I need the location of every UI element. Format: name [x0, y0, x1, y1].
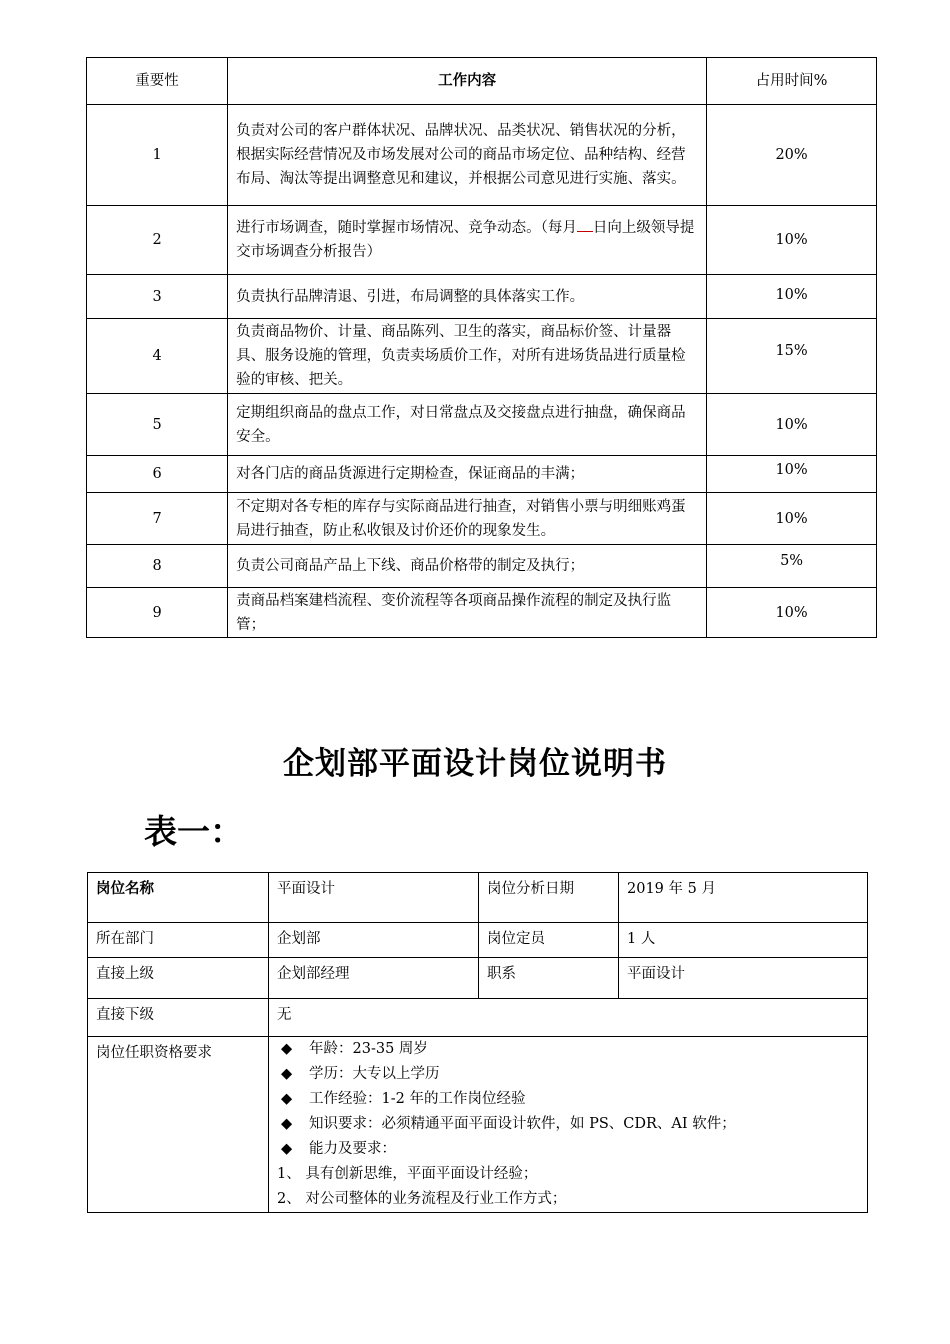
row-num: 9	[87, 588, 228, 638]
department-label: 所在部门	[88, 923, 269, 958]
headcount-label: 岗位定员	[479, 923, 619, 958]
superior-value: 企划部经理	[269, 958, 479, 999]
diamond-bullet-icon: ◆	[281, 1141, 293, 1157]
requirement-item: ◆ 工作经验：1-2 年的工作岗位经验	[277, 1087, 859, 1112]
table-row	[88, 1037, 868, 1213]
row-pct: 10%	[707, 493, 877, 545]
position-info-table	[87, 872, 868, 1213]
row-content-part1: 进行市场调查，随时掌握市场情况、竞争动态。（每月	[236, 220, 577, 236]
row-pct: 20%	[707, 105, 877, 206]
row-content-part2: 日向上级领导提交市场调查分析报告）	[236, 220, 695, 260]
requirement-item: ◆ 知识要求：必须精通平面平面设计软件，如 PS、CDR、AI 软件；	[277, 1112, 859, 1137]
requirement-item: ◆ 能力及要求：	[277, 1137, 859, 1162]
requirement-numbered-item: 1、 具有创新思维，平面平面设计经验；	[277, 1166, 538, 1182]
table-row	[87, 206, 877, 275]
row-num: 3	[87, 275, 228, 319]
job-family-value: 平面设计	[619, 958, 868, 999]
department-value: 企划部	[269, 923, 479, 958]
table-row	[87, 456, 877, 493]
diamond-bullet-icon: ◆	[281, 1116, 293, 1132]
job-family-label: 职系	[479, 958, 619, 999]
requirements-label: 岗位任职资格要求	[88, 1037, 269, 1213]
duty-table-header	[87, 58, 877, 105]
requirement-item: ◆ 年龄：23-35 周岁	[277, 1037, 859, 1062]
diamond-bullet-icon: ◆	[281, 1091, 293, 1107]
table-row	[87, 105, 877, 206]
row-pct: 10%	[707, 456, 877, 493]
row-num: 8	[87, 545, 228, 588]
header-time-pct: 占用时间%	[707, 58, 877, 105]
diamond-bullet-icon: ◆	[281, 1041, 293, 1057]
table-row	[87, 319, 877, 394]
row-pct: 10%	[707, 588, 877, 638]
duty-table	[86, 57, 877, 638]
row-num: 2	[87, 206, 228, 275]
row-pct: 15%	[707, 319, 877, 394]
table-row	[88, 999, 868, 1037]
row-pct: 10%	[707, 206, 877, 275]
position-name-label: 岗位名称	[88, 873, 269, 923]
row-content: 负责执行品牌清退、引进，布局调整的具体落实工作。	[228, 275, 707, 319]
row-content: 不定期对各专柜的库存与实际商品进行抽查，对销售小票与明细账鸡蛋局进行抽查，防止私收银及讨价还价的现象发生。	[228, 493, 707, 545]
headcount-value: 1 人	[619, 923, 868, 958]
table-row	[87, 588, 877, 638]
row-content: 对各门店的商品货源进行定期检查，保证商品的丰满；	[228, 456, 707, 493]
table-label: 表一：	[144, 812, 243, 851]
table-row	[87, 275, 877, 319]
analysis-date-label: 岗位分析日期	[479, 873, 619, 923]
row-num: 7	[87, 493, 228, 545]
header-content: 工作内容	[228, 58, 707, 105]
row-content: 定期组织商品的盘点工作，对日常盘点及交接盘点进行抽盘，确保商品安全。	[228, 394, 707, 456]
superior-label: 直接上级	[88, 958, 269, 999]
header-importance: 重要性	[87, 58, 228, 105]
table-row	[87, 545, 877, 588]
row-content: 负责公司商品产品上下线、商品价格带的制定及执行；	[228, 545, 707, 588]
table-row	[88, 873, 868, 923]
analysis-date-value: 2019 年 5 月	[619, 873, 868, 923]
diamond-bullet-icon: ◆	[281, 1066, 293, 1082]
row-content: 负责对公司的客户群体状况、品牌状况、品类状况、销售状况的分析，根据实际经营情况及市场发展对公司的商品市场定位、品种结构、经营布局、淘汰等提出调整意见和建议，并根据公司意见进行实施、落实。	[228, 105, 707, 206]
page-title: 企划部平面设计岗位说明书	[283, 746, 667, 782]
row-num: 4	[87, 319, 228, 394]
table-row	[88, 923, 868, 958]
requirements-list	[269, 1037, 868, 1213]
row-num: 5	[87, 394, 228, 456]
position-name-value: 平面设计	[269, 873, 479, 923]
row-pct: 10%	[707, 394, 877, 456]
table-row	[88, 958, 868, 999]
row-content: 责商品档案建档流程、变价流程等各项商品操作流程的制定及执行监管；	[228, 588, 707, 638]
row-num: 6	[87, 456, 228, 493]
requirement-item: ◆ 学历：大专以上学历	[277, 1062, 859, 1087]
row-content: 负责商品物价、计量、商品陈列、卫生的落实，商品标价签、计量器具、服务设施的管理，负责卖场质价工作，对所有进场货品进行质量检验的审核、把关。	[228, 319, 707, 394]
row-pct: 10%	[707, 275, 877, 319]
table-row	[87, 493, 877, 545]
row-pct: 5%	[707, 545, 877, 588]
requirement-numbered-item: 2、 对公司整体的业务流程及行业工作方式；	[277, 1191, 567, 1207]
fill-in-blank	[577, 217, 593, 232]
row-content	[228, 206, 707, 275]
subordinate-value: 无	[269, 999, 868, 1037]
row-num: 1	[87, 105, 228, 206]
table-row	[87, 394, 877, 456]
subordinate-label: 直接下级	[88, 999, 269, 1037]
